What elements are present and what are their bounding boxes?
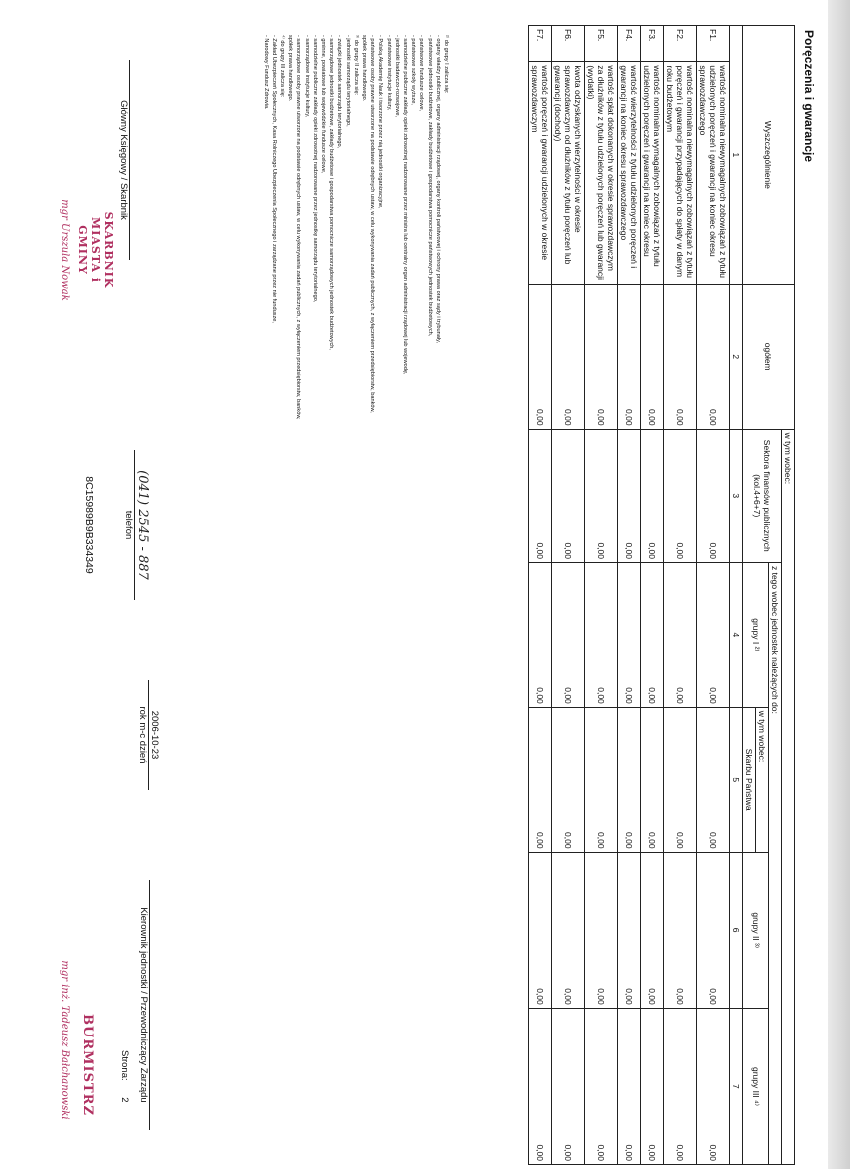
table-row — [697, 26, 730, 1165]
footnote-line: - samodzielne publiczne zakłady opieki zdrowotnej nadzorowane przez jednostkę samorządu terytorialnego, — [311, 35, 318, 303]
row-value: 0,00 — [552, 707, 585, 852]
footnote-line: - samodzielne publiczne zakłady opieki zdrowotnej nadzorowane przez ministra lub centralny organ administracji rządowej lub wojewodę, — [401, 35, 408, 375]
row-value: 0,00 — [552, 429, 585, 562]
footnote-line: - państwowe instytucje kultury, — [385, 35, 392, 111]
page-indicator — [119, 1050, 130, 1130]
col-number: 2 — [730, 284, 743, 429]
col-head-z-tego: z tego wobec jednostek należących do: — [769, 562, 782, 1164]
row-value: 0,00 — [664, 852, 697, 1008]
row-code: F2. — [664, 26, 697, 62]
date-block — [137, 680, 160, 790]
col-head-grupy-iii: grupy III ⁴⁾ — [743, 1008, 769, 1164]
date-value: 2006-10-23 — [149, 710, 160, 760]
col-number: 3 — [730, 429, 743, 562]
row-value: 0,00 — [618, 429, 641, 562]
footnote-line: - samorządowe instytucje kultury, — [303, 35, 310, 118]
row-value: 0,00 — [641, 852, 664, 1008]
row-value: 0,00 — [529, 284, 552, 429]
row-code: F4. — [618, 26, 641, 62]
accountant-label: Główny Księgowy / Skarbnik — [118, 100, 129, 220]
footnote-line: ²⁾ do grupy I zalicza się: — [443, 35, 449, 94]
footnote-line: - Narodowy Fundusz Zdrowia. — [262, 35, 269, 110]
row-value: 0,00 — [664, 429, 697, 562]
row-value: 0,00 — [585, 284, 618, 429]
col-number-row — [730, 26, 743, 1165]
head-signature — [138, 880, 150, 1130]
table-row — [618, 26, 641, 1165]
table-row — [664, 26, 697, 1165]
footnote-line: ³⁾ do grupy II zalicza się: — [352, 35, 359, 96]
row-code: F1. — [697, 26, 730, 62]
row-description: kwota odzyskanych wierzytelności w okresie sprawozdawczym od dłużników z tytułu poręczeń lub gwarancji (dochody) — [552, 62, 585, 284]
row-value: 0,00 — [529, 562, 552, 707]
row-value: 0,00 — [552, 562, 585, 707]
document-code: 8C15989B9B334349 — [83, 476, 95, 574]
mayor-name: mgr inż. Tadeusz Bałchanowski — [59, 960, 70, 1120]
row-code: F7. — [529, 26, 552, 62]
row-value: 0,00 — [585, 1008, 618, 1164]
row-value: 0,00 — [552, 1008, 585, 1164]
row-description: wartość nominalna wymagalnych zobowiązań z tytułu udzielonych poręczeń i gwarancji na koniec okresu — [641, 62, 664, 284]
accountant-signature — [118, 60, 130, 260]
row-value: 0,00 — [641, 707, 664, 852]
row-value: 0,00 — [618, 707, 641, 852]
row-value: 0,00 — [697, 562, 730, 707]
treasurer-stamp — [76, 190, 115, 310]
footnote-line: - państwowe osoby prawne utworzone na podstawie odrębnych ustaw, w celu wykonywania zadań publicznych, z wyłączeniem przedsiębiorstw, banków, — [369, 35, 376, 413]
row-value: 0,00 — [641, 429, 664, 562]
footnote-line: ⁴⁾ do grupy III zalicza się: — [278, 35, 285, 98]
row-description: wartość poręczeń i gwarancji udzielonych w okresie sprawozdawczym — [529, 62, 552, 284]
row-description: wartość wierzytelności z tytułu udzielonych poręczeń i gwarancji na koniec okresu sprawozdawczego — [618, 62, 641, 284]
col-head-grupy-ii: grupy II ³⁾ — [743, 852, 769, 1008]
col-number: 6 — [730, 852, 743, 1008]
row-code: F5. — [585, 26, 618, 62]
row-value: 0,00 — [552, 284, 585, 429]
row-code: F3. — [641, 26, 664, 62]
col-head-grupy-i: grupy I ²⁾ — [743, 562, 769, 707]
table-row — [552, 26, 585, 1165]
footnotes — [261, 35, 450, 555]
mayor-stamp: BURMISTRZ — [80, 1014, 95, 1116]
table-row — [585, 26, 618, 1165]
row-code: F6. — [552, 26, 585, 62]
footnote-line: - jednostki badawczo-rozwojowe, — [393, 35, 400, 118]
row-description: wartość nominalna niewymagalnych zobowiązań z tytułu udzielonych poręczeń i gwarancji na koniec okresu sprawozdawczego — [697, 62, 730, 284]
footnote-line: - Zakład Ubezpieczeń Społecznych, Kasa Rolniczego Ubezpieczenia Społecznego i zarządzane przez nie fundusze, — [270, 35, 277, 323]
row-value: 0,00 — [585, 429, 618, 562]
phone-handwritten: (041) 2545 - 887 — [135, 470, 150, 580]
row-value: 0,00 — [697, 1008, 730, 1164]
footnote-line: - organy władzy publicznej, organy administracji rządowej, organy kontroli państwowej i ochrony prawa oraz sądy i trybunały, — [434, 35, 441, 344]
col-head-wyszczegolnienie: Wyszczególnienie — [743, 26, 795, 285]
col-number: 1 — [730, 26, 743, 285]
col-number: 7 — [730, 1008, 743, 1164]
row-value: 0,00 — [585, 562, 618, 707]
treasurer-name: mgr Urszula Nowak — [59, 199, 70, 301]
footnote-line: - samorządowe osoby prawne utworzone na podstawie odrębnych ustaw, w celu wykonywania zadań publicznych, z wyłączeniem przedsiębiorstw, banków, — [295, 35, 302, 420]
table-row — [641, 26, 664, 1165]
row-value: 0,00 — [641, 284, 664, 429]
row-value: 0,00 — [641, 562, 664, 707]
page-label: Strona: — [119, 1050, 130, 1081]
footnote-line: - samorządowe jednostki budżetowe, zakłady budżetowe i gospodarstwa pomocnicze samorządowych jednostek budżetowych, — [328, 35, 335, 350]
table-row — [529, 26, 552, 1165]
col-head-w-tym-wobec: w tym wobec: — [782, 429, 795, 1164]
signature-line — [149, 880, 150, 1130]
footnote-line: - Polską Akademię Nauk i tworzone przez nią jednostki organizacyjne, — [377, 35, 384, 209]
row-value: 0,00 — [697, 284, 730, 429]
col-head-ogolem: ogółem — [743, 284, 795, 429]
stamp-line-1: SKARBNIK — [102, 211, 115, 289]
page-number: 2 — [119, 1097, 130, 1103]
col-number: 5 — [730, 707, 743, 852]
head-label: Kierownik jednostki / Przewodniczący Zarządu — [138, 907, 149, 1103]
row-value: 0,00 — [664, 707, 697, 852]
row-value: 0,00 — [529, 1008, 552, 1164]
row-value: 0,00 — [618, 562, 641, 707]
col-head-skarbu: Skarbu Państwa — [743, 707, 756, 852]
guarantees-table — [528, 25, 795, 1165]
row-value: 0,00 — [664, 284, 697, 429]
footnote-line: - gminne, powiatowe lub wojewódzkie fundusze celowe, — [319, 35, 326, 174]
row-value: 0,00 — [529, 707, 552, 852]
stamp-line-2: MIASTA i GMINY — [76, 217, 102, 283]
row-value: 0,00 — [641, 1008, 664, 1164]
date-label: rok m-c dzień — [137, 706, 148, 764]
col-number: 4 — [730, 562, 743, 707]
col-head-w-tym-wobec-2: w tym wobec: — [756, 707, 769, 852]
signature-line — [129, 60, 130, 260]
footnote-line: spółek prawa handlowego. — [287, 35, 294, 102]
table-head-row-1 — [782, 26, 795, 1165]
row-value: 0,00 — [618, 284, 641, 429]
row-value: 0,00 — [529, 852, 552, 1008]
row-value: 0,00 — [585, 707, 618, 852]
row-value: 0,00 — [697, 852, 730, 1008]
row-value: 0,00 — [585, 852, 618, 1008]
footnote-line: spółek prawa handlowego. — [360, 35, 367, 102]
section-title: Poręczenia i gwarancje — [802, 30, 816, 163]
row-description: wartość spłat dokonanych w okresie sprawozdawczym za dłużników z tytułu udzielonych poręczeń lub gwarancji (wydatki) — [585, 62, 618, 284]
phone-block — [123, 450, 150, 600]
footnote-line: - państwowe fundusze celowe, — [418, 35, 425, 112]
row-value: 0,00 — [618, 852, 641, 1008]
row-value: 0,00 — [664, 562, 697, 707]
row-value: 0,00 — [618, 1008, 641, 1164]
footnote-line: - państwowe szkoły wyższe, — [410, 35, 417, 105]
footnote-line: - związki jednostek samorządu terytorialnego, — [336, 35, 343, 149]
phone-label: telefon — [123, 510, 134, 540]
row-value: 0,00 — [697, 429, 730, 562]
row-value: 0,00 — [697, 707, 730, 852]
row-value: 0,00 — [664, 1008, 697, 1164]
footnote-line: - jednostki samorządu terytorialnego, — [344, 35, 351, 127]
col-head-sektora: Sektora finansów publicznych (kol.4+6+7) — [743, 429, 782, 562]
row-description: wartość nominalna niewymagalnych zobowiązań z tytułu poręczeń i gwarancji przypadających do spłaty w danym roku budżetowym — [664, 62, 697, 284]
row-value: 0,00 — [529, 429, 552, 562]
row-value: 0,00 — [552, 852, 585, 1008]
footnote-line: - państwowe jednostki budżetowe, zakłady budżetowe i gospodarstwa pomocnicze państwowych jednostek budżetowych, — [426, 35, 433, 337]
